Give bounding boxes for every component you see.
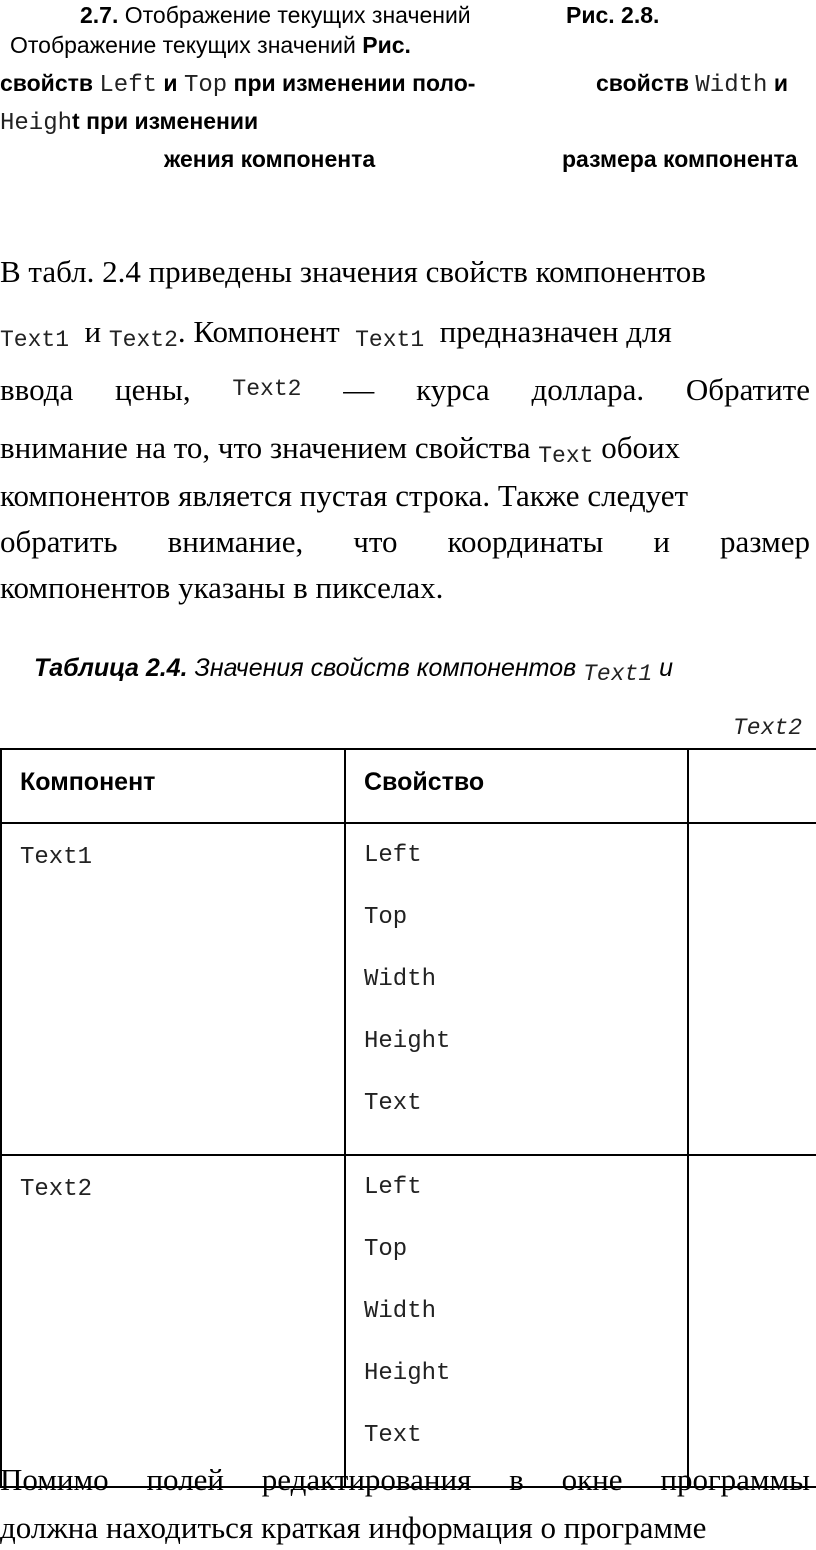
figure-caption-line-3-right: свойств Width и	[596, 70, 788, 99]
value-cell	[688, 1155, 816, 1487]
paragraph-1-line-2: Text1 и Text2. Компонент Text1 предназначен для	[0, 314, 672, 353]
figure-caption-line-4: Height при изменении	[0, 108, 259, 137]
property-name: Left	[364, 842, 422, 869]
property-name: Height	[364, 1028, 451, 1055]
paragraph-2-line-2: должна находиться краткая информация о программе	[0, 1510, 707, 1545]
figure-caption-line-5-right: размера компонента	[562, 146, 798, 172]
figure-caption-2-7	[80, 4, 471, 27]
table-caption: Таблица 2.4. Значения свойств компонентов Text1 и	[34, 654, 673, 687]
paragraph-1-line-7: компонентов указаны в пикселах.	[0, 570, 444, 605]
property-cell	[345, 823, 688, 1155]
table-row	[1, 1155, 816, 1487]
table-row	[1, 823, 816, 1155]
paragraph-1-line-6: обратить внимание, что координаты и размер	[0, 524, 810, 559]
property-name: Top	[364, 1236, 408, 1263]
figure-title: Отображение текущих значений	[124, 2, 471, 28]
table-header-row	[1, 749, 816, 823]
property-name: Text	[364, 1422, 422, 1449]
component-cell: Text1	[1, 823, 345, 1155]
property-name: Top	[364, 904, 408, 931]
property-name: Left	[364, 1174, 422, 1201]
figure-caption-line-5-left: жения компонента	[164, 146, 376, 172]
property-name: Height	[364, 1360, 451, 1387]
paragraph-1-line-1: В табл. 2.4 приведены значения свойств компонентов	[0, 254, 706, 289]
column-header-value	[688, 749, 816, 823]
property-cell	[345, 1155, 688, 1487]
property-name: Width	[364, 1298, 437, 1325]
paragraph-1-line-3: ввода цены, Text2 — курса доллара. Обратите	[0, 372, 810, 407]
property-name: Width	[364, 966, 437, 993]
component-cell: Text2	[1, 1155, 345, 1487]
value-cell	[688, 823, 816, 1155]
figure-caption-line-3-left: свойств Left и Top при изменении поло-	[0, 70, 476, 99]
paragraph-1-line-4: внимание на то, что значением свойства Text обоих	[0, 430, 681, 469]
paragraph-2-line-1: Помимо полей редактирования в окне программы	[0, 1462, 810, 1497]
column-header-component: Компонент	[1, 749, 345, 823]
table-caption-continued: Text2	[733, 715, 803, 741]
property-name: Text	[364, 1090, 422, 1117]
figure-number-2-8: Рис. 2.8.	[566, 2, 660, 28]
paragraph-1-line-5: компонентов является пустая строка. Также следует	[0, 478, 689, 513]
column-header-property: Свойство	[345, 749, 688, 823]
properties-table	[0, 748, 816, 1488]
figure-caption-line-2: Отображение текущих значений Рис.	[10, 32, 411, 58]
figure-number: 2.7.	[80, 2, 119, 28]
